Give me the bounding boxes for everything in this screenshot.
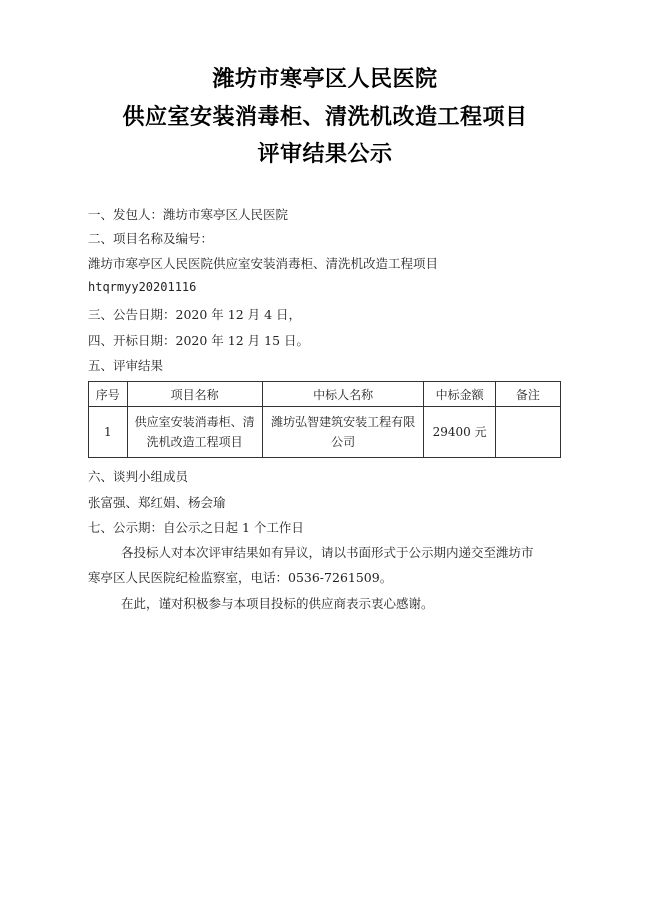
header-winner: 中标人名称 xyxy=(262,382,424,407)
project-code: htqrmyy20201116 xyxy=(88,280,197,294)
result-heading: 五、评审结果 xyxy=(88,358,164,373)
publicity-period: 七、公示期：自公示之日起 1 个工作日 xyxy=(88,520,304,535)
panel-heading: 六、谈判小组成员 xyxy=(88,469,189,484)
cell-project-line2: 洗机改造工程项目 xyxy=(146,435,243,449)
cell-amount: 29400 元 xyxy=(424,407,495,458)
thanks-line: 在此，谨对积极参与本项目投标的供应商表示衷心感谢。 xyxy=(121,596,434,611)
header-index: 序号 xyxy=(89,382,128,407)
project-heading: 二、项目名称及编号： xyxy=(88,231,214,246)
table-row xyxy=(89,407,561,458)
cell-winner-line1: 潍坊弘智建筑安装工程有限 xyxy=(271,415,416,429)
header-remark: 备注 xyxy=(495,382,560,407)
title-project: 供应室安装消毒柜、清洗机改造工程项目 xyxy=(122,105,528,130)
bid-open-date: 四、开标日期：2020 年 12 月 15 日。 xyxy=(88,333,309,348)
table-header-row xyxy=(89,382,561,407)
announce-date: 三、公告日期：2020 年 12 月 4 日， xyxy=(88,307,302,322)
cell-remark xyxy=(495,407,560,458)
cell-project xyxy=(127,407,262,458)
project-name: 潍坊市寒亭区人民医院供应室安装消毒柜、清洗机改造工程项目 xyxy=(88,256,439,271)
cell-winner-line2: 公司 xyxy=(331,435,356,449)
title-hospital: 潍坊市寒亭区人民医院 xyxy=(212,67,438,92)
header-amount: 中标金额 xyxy=(424,382,495,407)
cell-project-line1: 供应室安装消毒柜、清 xyxy=(134,415,255,429)
result-table xyxy=(88,381,561,458)
title-announcement: 评审结果公示 xyxy=(257,142,393,167)
cell-winner xyxy=(262,407,424,458)
employer-line: 一、发包人：潍坊市寒亭区人民医院 xyxy=(88,207,289,222)
objection-line-1: 各投标人对本次评审结果如有异议，请以书面形式于公示期内递交至潍坊市 xyxy=(121,545,534,560)
objection-line-2: 寒亭区人民医院纪检监察室，电话：0536-7261509。 xyxy=(88,570,393,585)
cell-index: 1 xyxy=(89,407,128,458)
panel-members: 张富强、郑红娟、杨会瑜 xyxy=(88,495,226,510)
header-project: 项目名称 xyxy=(127,382,262,407)
